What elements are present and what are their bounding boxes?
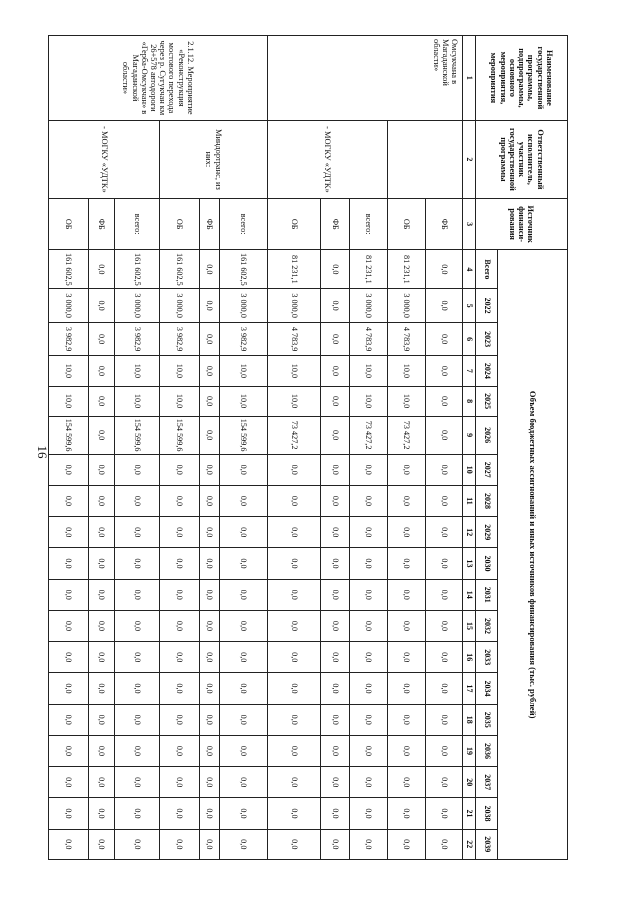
- value-cell: 0,0: [220, 673, 268, 704]
- value-cell: 0,0: [321, 704, 350, 735]
- value-cell: 0,0: [426, 517, 463, 548]
- value-cell: 0,0: [388, 642, 426, 673]
- value-cell: 0,0: [89, 322, 115, 355]
- value-cell: 0,0: [89, 735, 115, 766]
- year-header: 2022: [476, 289, 498, 322]
- value-cell: 4 783,9: [350, 322, 388, 355]
- value-cell: 0,0: [268, 485, 321, 516]
- value-cell: 81 231,1: [350, 250, 388, 289]
- year-header: 2038: [476, 798, 498, 829]
- value-cell: 0,0: [268, 829, 321, 859]
- value-cell: 0,0: [321, 386, 350, 416]
- value-cell: 0,0: [115, 642, 160, 673]
- value-cell: 0,0: [268, 548, 321, 579]
- value-cell: 0,0: [268, 610, 321, 641]
- value-cell: 0,0: [268, 735, 321, 766]
- value-cell: 0,0: [321, 767, 350, 798]
- value-cell: 0,0: [350, 548, 388, 579]
- value-cell: 0,0: [115, 517, 160, 548]
- value-cell: 161 602,5: [49, 250, 89, 289]
- value-cell: 0,0: [160, 548, 200, 579]
- value-cell: 0,0: [89, 579, 115, 610]
- value-cell: 10,0: [220, 356, 268, 386]
- year-header: 2023: [476, 322, 498, 355]
- value-cell: 0,0: [321, 673, 350, 704]
- source-cell: ОБ: [388, 198, 426, 249]
- value-cell: 0,0: [160, 485, 200, 516]
- value-cell: 0,0: [49, 548, 89, 579]
- value-cell: 0,0: [115, 704, 160, 735]
- value-cell: 0,0: [426, 356, 463, 386]
- index-cell: 17: [463, 673, 476, 704]
- value-cell: 0,0: [89, 454, 115, 485]
- value-cell: 0,0: [220, 829, 268, 859]
- header-name: Наименование государственной программы, подпрограммы, основного мероприятия, мероприятия: [476, 36, 568, 121]
- year-header: 2028: [476, 485, 498, 516]
- header-source: Источник финанси-рования: [476, 198, 568, 249]
- value-cell: 0,0: [350, 610, 388, 641]
- value-cell: 0,0: [160, 454, 200, 485]
- table-row: [220, 36, 268, 860]
- value-cell: 0,0: [321, 798, 350, 829]
- value-cell: 0,0: [388, 704, 426, 735]
- value-cell: 0,0: [115, 673, 160, 704]
- value-cell: 3 982,9: [49, 322, 89, 355]
- value-cell: 3 000,0: [160, 289, 200, 322]
- value-cell: 0,0: [49, 829, 89, 859]
- value-cell: 0,0: [350, 579, 388, 610]
- value-cell: 0,0: [115, 485, 160, 516]
- value-cell: 10,0: [268, 386, 321, 416]
- value-cell: 0,0: [200, 289, 220, 322]
- index-cell: 13: [463, 548, 476, 579]
- index-cell: 5: [463, 289, 476, 322]
- header-volume: Объем бюджетных ассигнований и иных источников финансирования (тыс. рублей): [498, 250, 568, 860]
- value-cell: 0,0: [321, 416, 350, 454]
- executor-cell: - МОГКУ «УДТК»: [49, 120, 160, 198]
- value-cell: 0,0: [160, 673, 200, 704]
- year-header: 2024: [476, 356, 498, 386]
- value-cell: 0,0: [89, 642, 115, 673]
- value-cell: 0,0: [49, 485, 89, 516]
- value-cell: 3 982,9: [220, 322, 268, 355]
- index-row: [463, 36, 476, 860]
- value-cell: 0,0: [268, 704, 321, 735]
- value-cell: 0,0: [160, 579, 200, 610]
- source-cell: ФБ: [89, 198, 115, 249]
- value-cell: 10,0: [388, 356, 426, 386]
- index-cell: 1: [463, 36, 476, 121]
- year-header: 2025: [476, 386, 498, 416]
- index-cell: 3: [463, 198, 476, 249]
- header-total: Всего: [476, 250, 498, 289]
- value-cell: 0,0: [426, 829, 463, 859]
- value-cell: 0,0: [220, 767, 268, 798]
- value-cell: 10,0: [268, 356, 321, 386]
- value-cell: 0,0: [200, 673, 220, 704]
- value-cell: 0,0: [388, 548, 426, 579]
- value-cell: 0,0: [49, 798, 89, 829]
- value-cell: 81 231,1: [268, 250, 321, 289]
- value-cell: 0,0: [388, 673, 426, 704]
- value-cell: 0,0: [350, 735, 388, 766]
- value-cell: 0,0: [220, 579, 268, 610]
- value-cell: 0,0: [200, 767, 220, 798]
- value-cell: 0,0: [388, 579, 426, 610]
- value-cell: 10,0: [49, 386, 89, 416]
- source-cell: ОБ: [268, 198, 321, 249]
- value-cell: 0,0: [89, 829, 115, 859]
- value-cell: 0,0: [160, 517, 200, 548]
- value-cell: 10,0: [115, 356, 160, 386]
- value-cell: 0,0: [426, 642, 463, 673]
- value-cell: 0,0: [200, 485, 220, 516]
- source-cell: всего:: [115, 198, 160, 249]
- value-cell: 0,0: [426, 548, 463, 579]
- value-cell: 0,0: [160, 829, 200, 859]
- value-cell: 0,0: [200, 386, 220, 416]
- executor-cell-empty: [388, 120, 463, 198]
- value-cell: 0,0: [200, 454, 220, 485]
- year-header: 2039: [476, 829, 498, 859]
- value-cell: 0,0: [49, 767, 89, 798]
- value-cell: 0,0: [426, 322, 463, 355]
- value-cell: 0,0: [350, 673, 388, 704]
- value-cell: 0,0: [388, 798, 426, 829]
- value-cell: 0,0: [49, 704, 89, 735]
- value-cell: 0,0: [321, 289, 350, 322]
- value-cell: 0,0: [220, 610, 268, 641]
- value-cell: 0,0: [160, 798, 200, 829]
- value-cell: 0,0: [89, 548, 115, 579]
- financing-table: [48, 35, 568, 860]
- value-cell: 3 982,9: [160, 322, 200, 355]
- value-cell: 0,0: [89, 416, 115, 454]
- value-cell: 0,0: [426, 610, 463, 641]
- value-cell: 0,0: [89, 289, 115, 322]
- value-cell: 0,0: [388, 517, 426, 548]
- value-cell: 0,0: [89, 704, 115, 735]
- source-cell: ФБ: [200, 198, 220, 249]
- value-cell: 0,0: [321, 610, 350, 641]
- source-cell: ОБ: [49, 198, 89, 249]
- value-cell: 0,0: [200, 829, 220, 859]
- year-header: 2035: [476, 704, 498, 735]
- year-header: 2030: [476, 548, 498, 579]
- value-cell: 161 602,5: [160, 250, 200, 289]
- value-cell: 154 599,6: [160, 416, 200, 454]
- value-cell: 0,0: [49, 673, 89, 704]
- value-cell: 0,0: [220, 642, 268, 673]
- table-row: [115, 36, 160, 860]
- value-cell: 3 000,0: [350, 289, 388, 322]
- measure-name: 2.1.12. Мероприятие «Реконструкция мостового перехода через р. Сугукчан км 26+578 автодороги «Герба-Омсукчан» в Магаданской области»: [49, 36, 268, 121]
- value-cell: 0,0: [426, 289, 463, 322]
- value-cell: 0,0: [200, 798, 220, 829]
- year-header: 2031: [476, 579, 498, 610]
- year-header: 2034: [476, 673, 498, 704]
- source-cell: ФБ: [426, 198, 463, 249]
- value-cell: 0,0: [268, 454, 321, 485]
- value-cell: 3 000,0: [115, 289, 160, 322]
- value-cell: 0,0: [115, 610, 160, 641]
- value-cell: 0,0: [115, 548, 160, 579]
- value-cell: 0,0: [89, 386, 115, 416]
- value-cell: 0,0: [220, 704, 268, 735]
- index-cell: 18: [463, 704, 476, 735]
- index-cell: 7: [463, 356, 476, 386]
- index-cell: 4: [463, 250, 476, 289]
- value-cell: 0,0: [115, 735, 160, 766]
- value-cell: 0,0: [200, 735, 220, 766]
- value-cell: 0,0: [350, 485, 388, 516]
- value-cell: 0,0: [321, 517, 350, 548]
- value-cell: 81 231,1: [388, 250, 426, 289]
- value-cell: 0,0: [350, 798, 388, 829]
- value-cell: 0,0: [200, 642, 220, 673]
- value-cell: 10,0: [350, 386, 388, 416]
- value-cell: 0,0: [200, 579, 220, 610]
- value-cell: 10,0: [350, 356, 388, 386]
- index-cell: 2: [463, 120, 476, 198]
- value-cell: 154 599,6: [115, 416, 160, 454]
- index-cell: 21: [463, 798, 476, 829]
- index-cell: 11: [463, 485, 476, 516]
- year-header: 2027: [476, 454, 498, 485]
- value-cell: 0,0: [321, 829, 350, 859]
- value-cell: 0,0: [49, 517, 89, 548]
- value-cell: 0,0: [160, 642, 200, 673]
- value-cell: 0,0: [89, 673, 115, 704]
- value-cell: 3 000,0: [388, 289, 426, 322]
- value-cell: 0,0: [350, 829, 388, 859]
- value-cell: 0,0: [268, 673, 321, 704]
- value-cell: 0,0: [426, 673, 463, 704]
- value-cell: 0,0: [426, 704, 463, 735]
- year-header: 2026: [476, 416, 498, 454]
- source-cell: всего:: [350, 198, 388, 249]
- value-cell: 0,0: [49, 610, 89, 641]
- value-cell: 0,0: [268, 517, 321, 548]
- value-cell: 0,0: [321, 579, 350, 610]
- index-cell: 12: [463, 517, 476, 548]
- value-cell: 0,0: [350, 767, 388, 798]
- executor-cell: Миндортранс, из них:: [160, 120, 268, 198]
- value-cell: 0,0: [89, 517, 115, 548]
- value-cell: 0,0: [350, 517, 388, 548]
- value-cell: 0,0: [49, 735, 89, 766]
- value-cell: 73 427,2: [268, 416, 321, 454]
- value-cell: 0,0: [426, 485, 463, 516]
- value-cell: 0,0: [220, 517, 268, 548]
- value-cell: 10,0: [115, 386, 160, 416]
- value-cell: 0,0: [89, 798, 115, 829]
- value-cell: 154 599,6: [49, 416, 89, 454]
- value-cell: 0,0: [200, 416, 220, 454]
- value-cell: 0,0: [388, 610, 426, 641]
- value-cell: 0,0: [89, 485, 115, 516]
- value-cell: 0,0: [350, 642, 388, 673]
- value-cell: 0,0: [115, 829, 160, 859]
- year-header: 2029: [476, 517, 498, 548]
- value-cell: 0,0: [200, 517, 220, 548]
- value-cell: 0,0: [160, 767, 200, 798]
- year-header: 2037: [476, 767, 498, 798]
- rotated-table-wrapper: [62, 35, 568, 860]
- index-cell: 19: [463, 735, 476, 766]
- value-cell: 10,0: [160, 356, 200, 386]
- value-cell: 0,0: [89, 250, 115, 289]
- value-cell: 0,0: [388, 454, 426, 485]
- value-cell: 0,0: [268, 767, 321, 798]
- value-cell: 161 602,5: [220, 250, 268, 289]
- value-cell: 0,0: [115, 454, 160, 485]
- value-cell: 4 783,9: [268, 322, 321, 355]
- value-cell: 0,0: [220, 548, 268, 579]
- value-cell: 0,0: [350, 704, 388, 735]
- value-cell: 0,0: [49, 642, 89, 673]
- value-cell: 0,0: [321, 735, 350, 766]
- value-cell: 0,0: [200, 704, 220, 735]
- value-cell: 0,0: [200, 548, 220, 579]
- value-cell: 0,0: [160, 610, 200, 641]
- index-cell: 6: [463, 322, 476, 355]
- table-row: [350, 36, 388, 860]
- value-cell: 0,0: [89, 767, 115, 798]
- value-cell: 0,0: [115, 767, 160, 798]
- value-cell: 0,0: [388, 735, 426, 766]
- value-cell: 0,0: [160, 735, 200, 766]
- value-cell: 0,0: [426, 735, 463, 766]
- value-cell: 10,0: [160, 386, 200, 416]
- value-cell: 0,0: [388, 767, 426, 798]
- index-cell: 14: [463, 579, 476, 610]
- value-cell: 0,0: [268, 579, 321, 610]
- value-cell: 0,0: [426, 767, 463, 798]
- value-cell: 0,0: [426, 250, 463, 289]
- source-cell: всего:: [220, 198, 268, 249]
- value-cell: 0,0: [49, 454, 89, 485]
- value-cell: 0,0: [321, 250, 350, 289]
- value-cell: 0,0: [268, 642, 321, 673]
- index-cell: 10: [463, 454, 476, 485]
- value-cell: 0,0: [220, 735, 268, 766]
- value-cell: 0,0: [220, 485, 268, 516]
- value-cell: 154 599,6: [220, 416, 268, 454]
- value-cell: 0,0: [200, 250, 220, 289]
- index-cell: 16: [463, 642, 476, 673]
- value-cell: 4 783,9: [388, 322, 426, 355]
- value-cell: 3 982,9: [115, 322, 160, 355]
- year-header: 2033: [476, 642, 498, 673]
- value-cell: 0,0: [388, 829, 426, 859]
- value-cell: 73 427,2: [388, 416, 426, 454]
- value-cell: 0,0: [89, 610, 115, 641]
- value-cell: 0,0: [426, 798, 463, 829]
- index-cell: 8: [463, 386, 476, 416]
- value-cell: 0,0: [115, 579, 160, 610]
- value-cell: 0,0: [321, 485, 350, 516]
- index-cell: 20: [463, 767, 476, 798]
- value-cell: 161 602,5: [115, 250, 160, 289]
- index-cell: 22: [463, 829, 476, 859]
- value-cell: 73 427,2: [350, 416, 388, 454]
- value-cell: 3 000,0: [268, 289, 321, 322]
- value-cell: 0,0: [200, 356, 220, 386]
- year-header: 2036: [476, 735, 498, 766]
- page-number: 16: [35, 445, 50, 459]
- value-cell: 0,0: [321, 356, 350, 386]
- value-cell: 0,0: [200, 322, 220, 355]
- value-cell: 10,0: [388, 386, 426, 416]
- value-cell: 0,0: [115, 798, 160, 829]
- value-cell: 0,0: [426, 416, 463, 454]
- value-cell: 0,0: [426, 579, 463, 610]
- value-cell: 0,0: [200, 610, 220, 641]
- header-executor: Ответственный исполнитель, участник государственной программы: [476, 120, 568, 198]
- index-cell: 9: [463, 416, 476, 454]
- source-cell: ОБ: [160, 198, 200, 249]
- value-cell: 0,0: [426, 454, 463, 485]
- value-cell: 0,0: [388, 485, 426, 516]
- year-header: 2032: [476, 610, 498, 641]
- value-cell: 0,0: [220, 454, 268, 485]
- value-cell: 0,0: [321, 322, 350, 355]
- measure-name: Омсукчана в Магаданской области»: [268, 36, 463, 121]
- value-cell: 10,0: [220, 386, 268, 416]
- table-row: [426, 36, 463, 860]
- executor-cell: - МОГКУ «УДТК»: [268, 120, 388, 198]
- value-cell: 0,0: [89, 356, 115, 386]
- value-cell: 0,0: [49, 579, 89, 610]
- value-cell: 0,0: [350, 454, 388, 485]
- value-cell: 0,0: [220, 798, 268, 829]
- value-cell: 0,0: [426, 386, 463, 416]
- value-cell: 10,0: [49, 356, 89, 386]
- value-cell: 0,0: [321, 454, 350, 485]
- value-cell: 3 000,0: [220, 289, 268, 322]
- source-cell: ФБ: [321, 198, 350, 249]
- index-cell: 15: [463, 610, 476, 641]
- value-cell: 0,0: [160, 704, 200, 735]
- value-cell: 3 000,0: [49, 289, 89, 322]
- value-cell: 0,0: [321, 548, 350, 579]
- value-cell: 0,0: [321, 642, 350, 673]
- value-cell: 0,0: [268, 798, 321, 829]
